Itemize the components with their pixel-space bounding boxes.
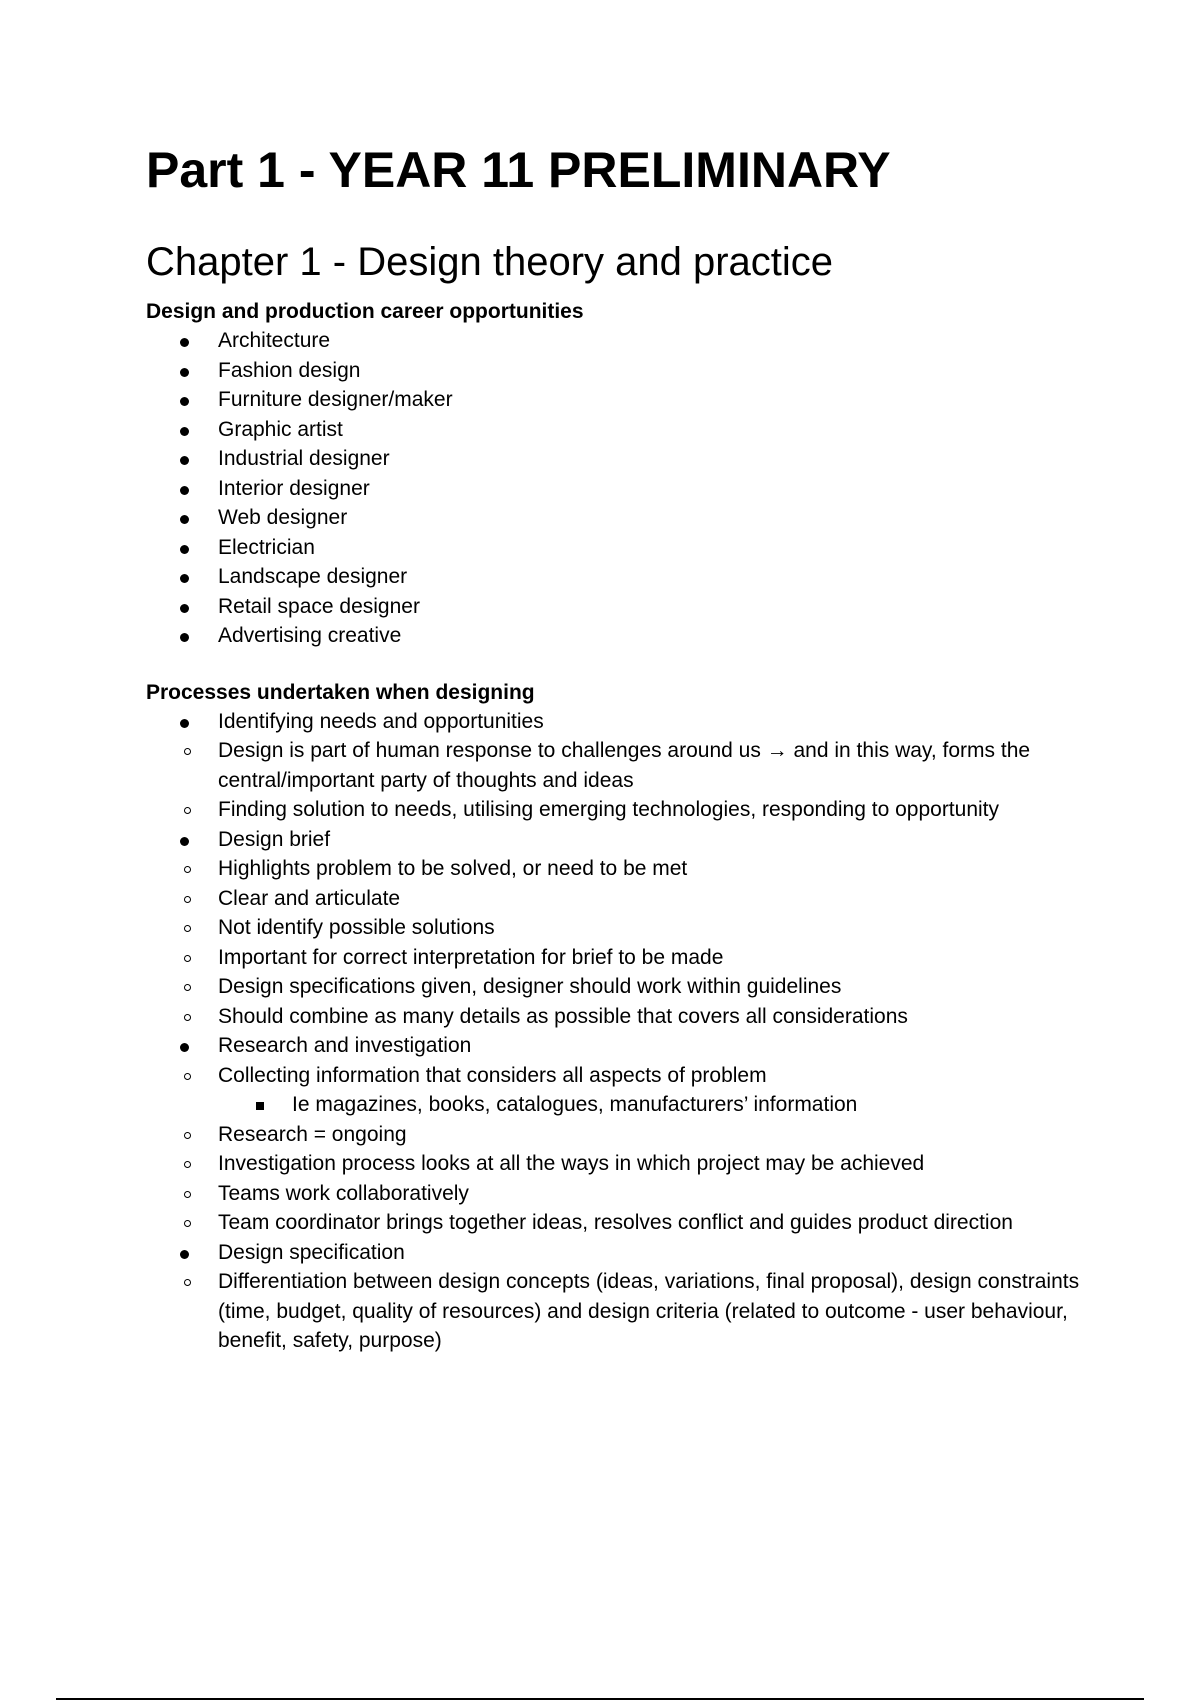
sub-list-item: Highlights problem to be solved, or need to be met [146, 854, 1106, 884]
bullet-icon [180, 837, 189, 846]
process-list [146, 707, 1106, 737]
circle-bullet-icon [184, 1132, 191, 1139]
sub-list-item: Differentiation between design concepts (ideas, variations, final proposal), design constraints (time, budget, quality of resources) and design criteria (related to outcome - user behaviour, benefit, safety, purpose) [146, 1267, 1106, 1356]
list-item: Fashion design [146, 356, 1106, 386]
bullet-icon [180, 1043, 189, 1052]
circle-bullet-icon [184, 1191, 191, 1198]
sub-list-item: Important for correct interpretation for brief to be made [146, 943, 1106, 973]
circle-bullet-icon [184, 1161, 191, 1168]
section-heading-careers: Design and production career opportunities [146, 300, 584, 323]
bullet-icon [180, 456, 189, 465]
list-item: Interior designer [146, 474, 1106, 504]
list-item: Retail space designer [146, 592, 1106, 622]
circle-bullet-icon [184, 748, 191, 755]
sub-list-item: Teams work collaboratively [146, 1179, 1106, 1209]
circle-bullet-icon [184, 896, 191, 903]
chapter-title: Chapter 1 - Design theory and practice [146, 240, 834, 284]
list-item: Advertising creative [146, 621, 1106, 651]
sub-list [146, 1061, 1106, 1238]
bullet-icon [180, 574, 189, 583]
circle-bullet-icon [184, 1014, 191, 1021]
list-item: Graphic artist [146, 415, 1106, 445]
circle-bullet-icon [184, 1073, 191, 1080]
section-heading-processes: Processes undertaken when designing [146, 680, 535, 704]
sub-list-item: Design is part of human response to challenges around us → and in this way, forms the central/important party of thoughts and ideas [146, 736, 1106, 795]
sub-list-item: Collecting information that considers all aspects of problem Ie magazines, books, catalogues, manufacturers’ information [146, 1061, 1106, 1120]
bullet-icon [180, 633, 189, 642]
bullet-icon [180, 1250, 189, 1259]
sub-list-item: Design specifications given, designer should work within guidelines [146, 972, 1106, 1002]
circle-bullet-icon [184, 866, 191, 873]
list-item: Design specification [146, 1238, 1106, 1268]
career-list [146, 326, 1106, 651]
bullet-icon [180, 719, 189, 728]
bullet-icon [180, 545, 189, 554]
part-title: Part 1 - YEAR 11 PRELIMINARY [146, 142, 891, 198]
list-item: Research and investigation [146, 1031, 1106, 1061]
sub-list-item: Not identify possible solutions [146, 913, 1106, 943]
bullet-icon [180, 427, 189, 436]
square-bullet-icon [256, 1102, 264, 1110]
bullet-icon [180, 397, 189, 406]
circle-bullet-icon [184, 925, 191, 932]
circle-bullet-icon [184, 807, 191, 814]
nested-list [218, 1090, 1106, 1120]
sub-list-item: Investigation process looks at all the ways in which project may be achieved [146, 1149, 1106, 1179]
list-item: Identifying needs and opportunities [146, 707, 1106, 737]
list-item: Landscape designer [146, 562, 1106, 592]
document-page [146, 140, 1106, 1356]
sub-list-item: Should combine as many details as possible that covers all considerations [146, 1002, 1106, 1032]
nested-list-item: Ie magazines, books, catalogues, manufacturers’ information [218, 1090, 1106, 1120]
bullet-icon [180, 368, 189, 377]
sub-list-item: Clear and articulate [146, 884, 1106, 914]
list-item: Furniture designer/maker [146, 385, 1106, 415]
list-item: Architecture [146, 326, 1106, 356]
list-item: Electrician [146, 533, 1106, 563]
bullet-icon [180, 604, 189, 613]
bullet-icon [180, 338, 189, 347]
sub-list [146, 736, 1106, 825]
circle-bullet-icon [184, 1220, 191, 1227]
circle-bullet-icon [184, 1279, 191, 1286]
circle-bullet-icon [184, 955, 191, 962]
bullet-icon [180, 515, 189, 524]
sub-list [146, 854, 1106, 1031]
sub-list-item: Finding solution to needs, utilising emerging technologies, responding to opportunity [146, 795, 1106, 825]
list-item: Web designer [146, 503, 1106, 533]
sub-list [146, 1267, 1106, 1356]
sub-list-item: Research = ongoing [146, 1120, 1106, 1150]
list-item: Industrial designer [146, 444, 1106, 474]
bullet-icon [180, 486, 189, 495]
sub-list-item: Team coordinator brings together ideas, resolves conflict and guides product direction [146, 1208, 1106, 1238]
circle-bullet-icon [184, 984, 191, 991]
list-item: Design brief [146, 825, 1106, 855]
